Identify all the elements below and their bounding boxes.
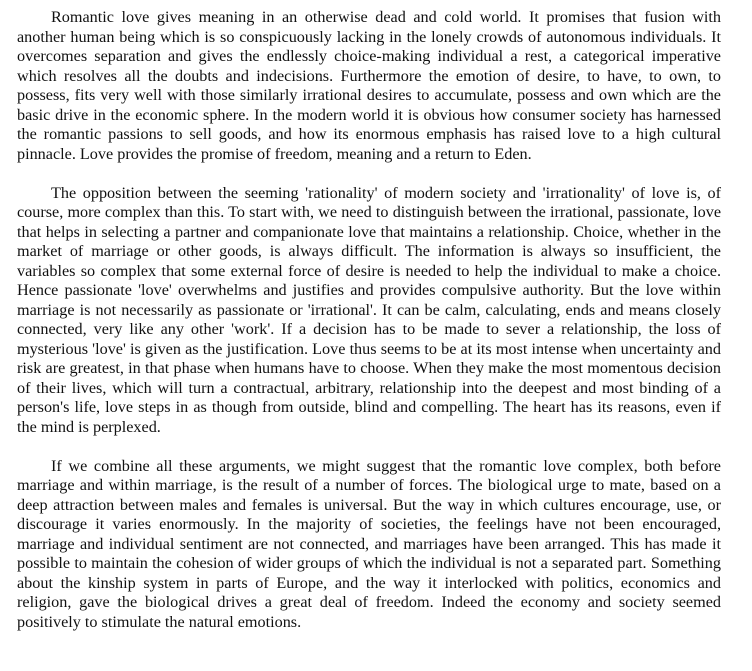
paragraph-rationality-opposition: The opposition between the seeming 'rationality' of modern society and 'irrationality' of love is, of course, more complex than this. To start with, we need to distinguish between the irrational, passionate, love that helps in selecting a partner and companionate love that maintains a relationship. Choice, whether in the market of marriage or other goods, is always difficult. The information is always so insufficient, the variables so complex that some external force of desire is needed to help the individual to make a choice. Hence passionate 'love' overwhelms and justifies and provides compulsive authority. But the love within marriage is not necessarily as passionate or 'irrational'. It can be calm, calculating, ends and means closely connected, very like any other 'work'. If a decision has to be made to sever a relationship, the loss of mysterious 'love' is given as the justification. Love thus seems to be at its most intense when uncertainty and risk are greatest, in that phase when humans have to choose. When they make the most momentous decision of their lives, which will turn a contractual, arbitrary, relationship into the deepest and most binding of a person's life, love steps in as though from outside, blind and compelling. The heart has its reasons, even if the mind is perplexed. (17, 183, 721, 436)
paragraph-combined-arguments: If we combine all these arguments, we might suggest that the romantic love complex, both before marriage and within marriage, is the result of a number of forces. The biological urge to mate, based on a deep attraction between males and females is universal. But the way in which cultures encourage, use, or discourage it varies enormously. In the majority of societies, the feelings have not been encouraged, marriage and individual sentiment are not connected, and marriages have been arranged. This has made it possible to maintain the cohesion of wider groups of which the individual is not a separated part. Something about the kinship system in parts of Europe, and the way it interlocked with politics, economics and religion, gave the biological drives a great deal of freedom. Indeed the economy and society seemed positively to stimulate the natural emotions. (17, 456, 721, 631)
document-body (17, 8, 721, 632)
paragraph-romantic-love: Romantic love gives meaning in an otherwise dead and cold world. It promises that fusion with another human being which is so conspicuously lacking in the lonely crowds of autonomous individuals. It overcomes separation and gives the endlessly choice-making individual a rest, a categorical imperative which resolves all the doubts and indecisions. Furthermore the emotion of desire, to have, to own, to possess, fits very well with those similarly irrational desires to accumulate, possess and own which are the basic drive in the economic sphere. In the modern world it is obvious how consumer society has harnessed the romantic passions to sell goods, and how its enormous emphasis has raised love to a high cultural pinnacle. Love provides the promise of freedom, meaning and a return to Eden. (17, 8, 721, 163)
